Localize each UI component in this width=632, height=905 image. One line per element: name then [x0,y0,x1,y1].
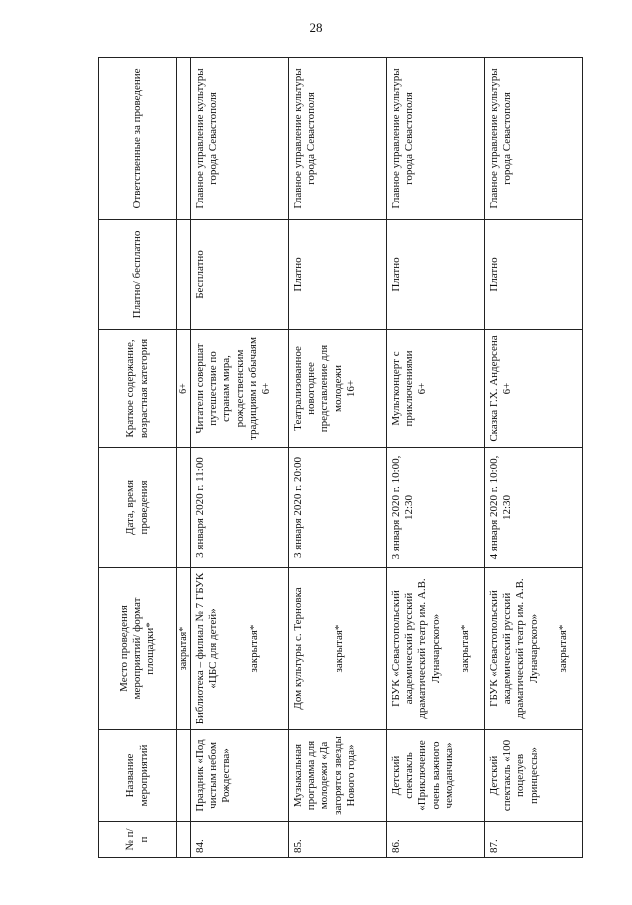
header-responsible: Ответственные за проведение [99,58,177,220]
row-name: Детский спектакль «100 поцелуев принцессы» [485,730,583,822]
table-row [191,58,289,858]
table-row [387,58,485,858]
row-place [289,568,387,730]
row-age: 6+ [416,382,429,395]
sub-date [177,448,191,568]
table-header-row [99,58,177,858]
row-place-text: Дом культуры с. Терновка [292,587,304,710]
sub-name [177,730,191,822]
events-table [98,57,583,858]
table-row [289,58,387,858]
row-date: 3 января 2020 г. 11:00 [191,448,289,568]
row-num: 84. [191,822,289,858]
row-content [191,330,289,448]
row-content-text: Сказка Г.Х. Андерсена [488,335,500,442]
sub-content: 6+ [177,330,191,448]
row-responsible: Главное управление культуры города Севастополя [191,58,289,220]
sub-num [177,822,191,858]
row-name: Праздник «Под чистым небом Рождества» [191,730,289,822]
row-date: 4 января 2020 г. 10:00, 12:30 [485,448,583,568]
row-date: 3 января 2020 г. 20:00 [289,448,387,568]
row-age: 6+ [501,382,514,395]
header-place: Место проведения мероприятий/ формат площадки* [99,568,177,730]
row-payment: Бесплатно [191,220,289,330]
row-payment: Платно [387,220,485,330]
header-date: Дата, время проведения [99,448,177,568]
row-age: 16+ [344,379,357,398]
row-num: 85. [289,822,387,858]
row-payment: Платно [485,220,583,330]
sub-payment [177,220,191,330]
row-num: 87. [485,822,583,858]
table-row [485,58,583,858]
header-name: Название мероприятий [99,730,177,822]
row-content [289,330,387,448]
row-content-text: Мультконцерт с приключениями [390,350,416,427]
row-responsible: Главное управление культуры города Севастополя [289,58,387,220]
row-format: закрытая* [248,624,261,673]
row-content-text: Театрализованное новогоднее представление для молодежи [292,344,344,433]
row-place-text: ГБУК «Севастопольский академический русский драматический театр им. А.В. Луначарского» [390,578,442,719]
header-payment: Платно/ бесплатно [99,220,177,330]
row-content [485,330,583,448]
row-date: 3 января 2020 г. 10:00, 12:30 [387,448,485,568]
header-content: Краткое содержание, возрастная категория [99,330,177,448]
header-num: № п/п [99,822,177,858]
row-format: закрытая* [458,624,471,673]
row-age: 6+ [259,382,272,395]
row-format: закрытая* [333,624,346,673]
sub-place: закрытая* [177,568,191,730]
row-name: Детский спектакль «Приключение очень важного чемоданчика» [387,730,485,822]
row-responsible: Главное управление культуры города Севастополя [485,58,583,220]
row-responsible: Главное управление культуры города Севастополя [387,58,485,220]
table-subheader-row [177,58,191,858]
sub-responsible [177,58,191,220]
row-format: закрытая* [556,624,569,673]
row-place [387,568,485,730]
row-name: Музыкальная программа для молодежи «Да загорятся звезды Нового года» [289,730,387,822]
row-content [387,330,485,448]
row-place [485,568,583,730]
row-payment: Платно [289,220,387,330]
row-place-text: Библиотека – филиал № 7 ГБУК «ЦБС для детей» [194,572,220,725]
rotated-table-wrapper [98,58,582,858]
row-place [191,568,289,730]
row-num: 86. [387,822,485,858]
row-content-text: Читатели совершат путешествие по странам мира, рождественским традициям и обычаям [194,337,259,440]
row-place-text: ГБУК «Севастопольский академический русский драматический театр им. А.В. Луначарского» [488,578,540,719]
page-number: 28 [309,20,323,35]
